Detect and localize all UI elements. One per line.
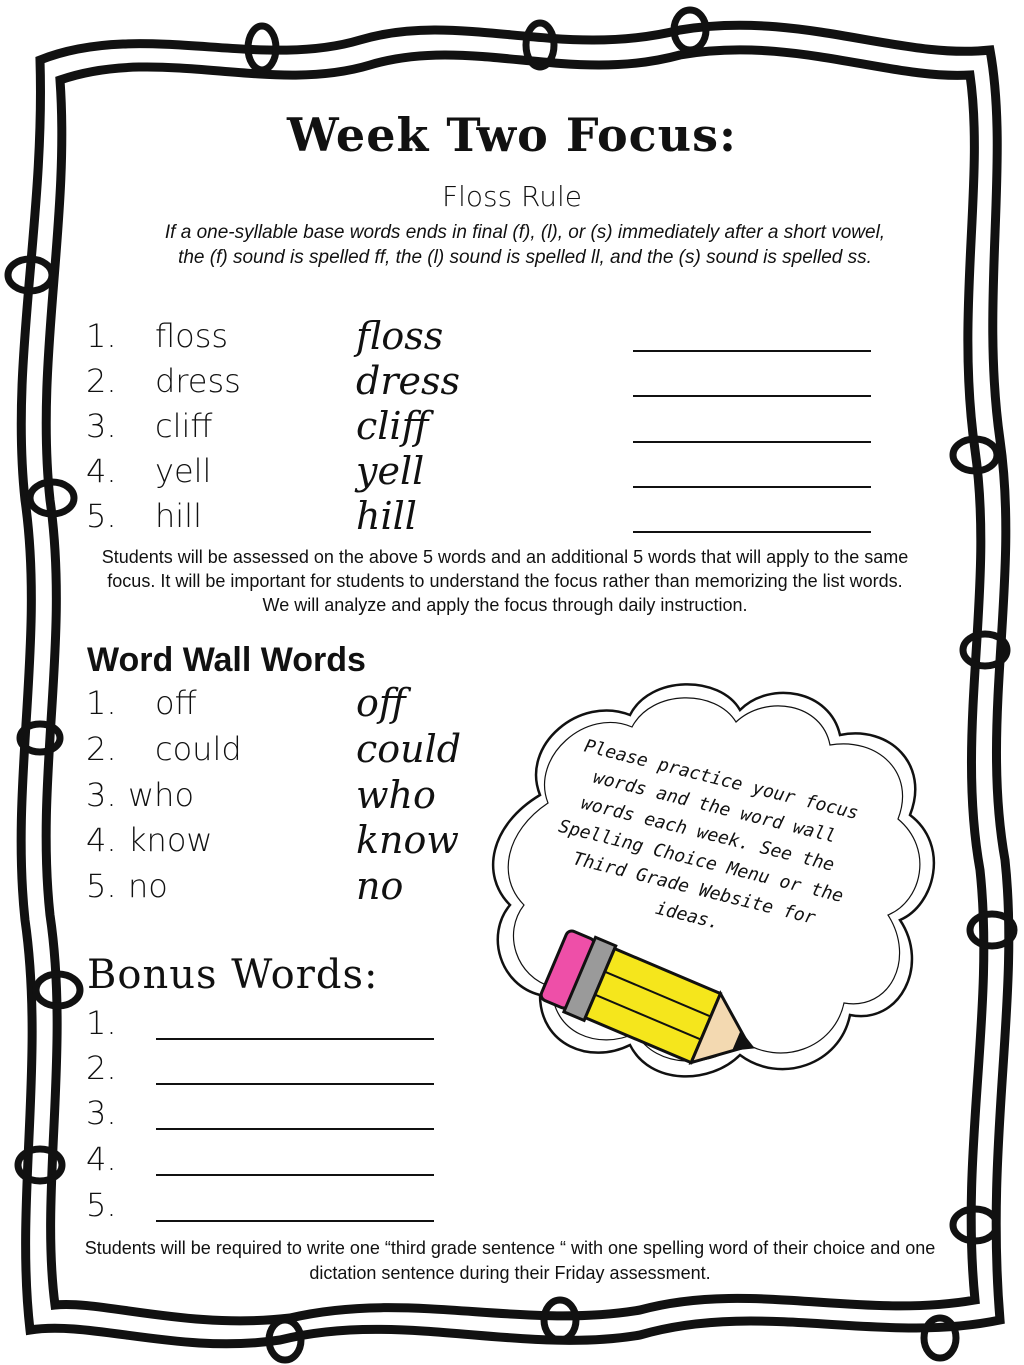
- print-word: dress: [155, 362, 241, 400]
- cursive-word: yell: [356, 449, 425, 493]
- item-number: 5.: [86, 867, 117, 905]
- print-word: hill: [155, 497, 202, 535]
- page-title: Week Two Focus:: [287, 108, 737, 162]
- bonus-answer-blank[interactable]: [156, 1220, 434, 1222]
- word-wall-heading: Word Wall Words: [87, 641, 366, 679]
- print-word: know: [128, 821, 213, 859]
- bonus-answer-blank[interactable]: [156, 1038, 434, 1040]
- pencil-icon: [525, 920, 765, 1090]
- friday-assessment-note: Students will be required to write one “third grade sentence “ with one spelling word of their choice and one dictation sentence during their Friday assessment.: [84, 1238, 936, 1283]
- item-number: 5.: [86, 1186, 117, 1224]
- print-word: yell: [155, 452, 212, 490]
- bonus-answer-blank[interactable]: [156, 1128, 434, 1130]
- item-number: 1.: [86, 317, 117, 355]
- print-word: could: [155, 730, 242, 768]
- item-number: 3.: [86, 1094, 117, 1132]
- answer-blank[interactable]: [633, 395, 871, 397]
- item-number: 2.: [86, 1049, 117, 1087]
- cursive-word: no: [356, 864, 404, 908]
- answer-blank[interactable]: [633, 441, 871, 443]
- item-number: 3.: [86, 407, 117, 445]
- cursive-word: dress: [356, 359, 460, 403]
- item-number: 3.: [86, 776, 117, 814]
- assessment-note: Students will be assessed on the above 5 words and an additional 5 words that will apply to the same focus. It will be important for students to understand the focus rather than memorizing the list words. We will analyze and apply the focus through daily instruction.: [101, 547, 909, 615]
- focus-subtitle: Floss Rule: [441, 180, 583, 213]
- item-number: 4.: [86, 1140, 117, 1178]
- answer-blank[interactable]: [633, 350, 871, 352]
- item-number: 2.: [86, 730, 117, 768]
- bonus-heading: Bonus Words:: [87, 952, 379, 998]
- item-number: 4.: [86, 821, 117, 859]
- print-word: floss: [155, 317, 229, 355]
- cursive-word: could: [356, 727, 462, 771]
- print-word: who: [128, 776, 195, 814]
- cursive-word: who: [356, 773, 436, 817]
- cursive-word: cliff: [356, 404, 429, 448]
- item-number: 1.: [86, 684, 117, 722]
- item-number: 2.: [86, 362, 117, 400]
- answer-blank[interactable]: [633, 531, 871, 533]
- answer-blank[interactable]: [633, 486, 871, 488]
- cursive-word: floss: [356, 314, 444, 358]
- cursive-word: hill: [356, 494, 417, 538]
- item-number: 4.: [86, 452, 117, 490]
- print-word: off: [155, 684, 197, 722]
- rule-description: If a one-syllable base words ends in final (f), (l), or (s) immediately after a short vowel, the (f) sound is spelled ff, the (l) sound is spelled ll, and the (s) sound is spelled ss.: [164, 222, 886, 268]
- item-number: 1.: [86, 1004, 117, 1042]
- item-number: 5.: [86, 497, 117, 535]
- bonus-answer-blank[interactable]: [156, 1083, 434, 1085]
- practice-note: Please practice your focus words and the word wall words each week. See the Spelling Choice Menu or the Third Grade Website for ideas.: [556, 735, 861, 934]
- cursive-word: know: [356, 818, 459, 862]
- cursive-word: off: [356, 681, 406, 725]
- print-word: cliff: [155, 407, 213, 445]
- bonus-answer-blank[interactable]: [156, 1174, 434, 1176]
- print-word: no: [128, 867, 168, 905]
